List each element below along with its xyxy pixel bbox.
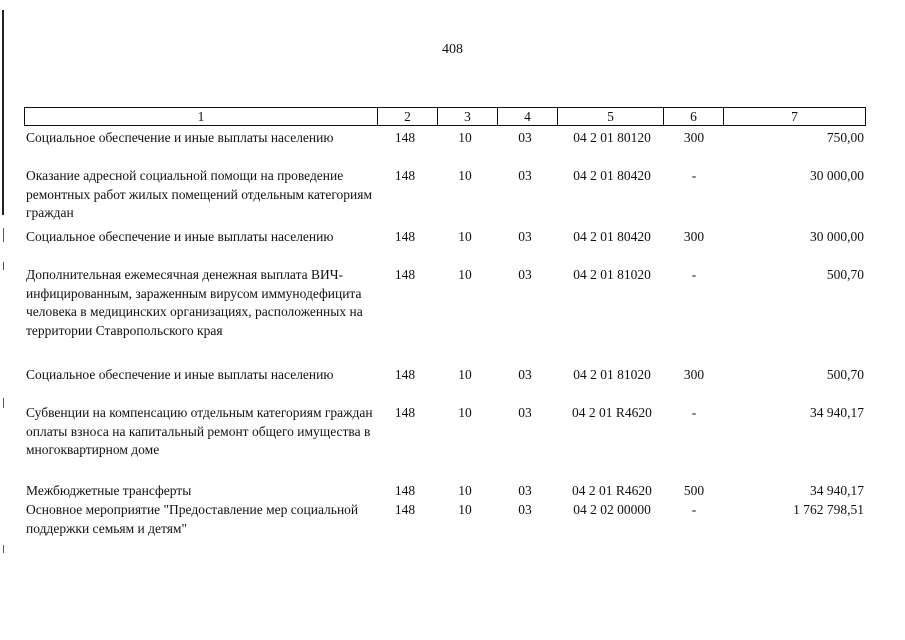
row-sum: 500,70 bbox=[826, 367, 864, 382]
row-csr: 04 2 01 R4620 bbox=[572, 405, 652, 420]
row-vr: - bbox=[691, 267, 697, 282]
binding-tick bbox=[3, 398, 4, 408]
row-csr: 04 2 01 80420 bbox=[573, 229, 651, 244]
row-name: Оказание адресной социальной помощи на проведение ремонтных работ жилых помещений отдельным категориям граждан bbox=[26, 168, 373, 220]
column-header-5: 5 bbox=[557, 108, 663, 125]
row-vr: - bbox=[691, 405, 697, 420]
row-vr: - bbox=[691, 168, 697, 183]
row-ved: 148 bbox=[394, 130, 416, 145]
binding-tick bbox=[3, 228, 4, 242]
row-ved: 148 bbox=[394, 483, 416, 498]
column-header-6: 6 bbox=[663, 108, 723, 125]
row-name: Основное мероприятие "Предоставление мер социальной поддержки семьям и детям" bbox=[26, 502, 359, 536]
row-ved: 148 bbox=[394, 405, 416, 420]
row-sum: 34 940,17 bbox=[810, 483, 864, 498]
row-csr: 04 2 01 81020 bbox=[573, 367, 651, 382]
row-rz: 10 bbox=[458, 502, 472, 517]
row-rz: 10 bbox=[458, 130, 472, 145]
row-csr: 04 2 01 80120 bbox=[573, 130, 651, 145]
row-csr: 04 2 01 81020 bbox=[573, 267, 651, 282]
row-sum: 750,00 bbox=[826, 130, 864, 145]
row-pr: 03 bbox=[518, 130, 532, 145]
row-name: Социальное обеспечение и иные выплаты населению bbox=[26, 229, 334, 244]
row-pr: 03 bbox=[518, 367, 532, 382]
row-ved: 148 bbox=[394, 502, 416, 517]
row-rz: 10 bbox=[458, 483, 472, 498]
column-header-1: 1 bbox=[197, 109, 205, 124]
row-rz: 10 bbox=[458, 267, 472, 282]
row-ved: 148 bbox=[394, 367, 416, 382]
row-csr: 04 2 01 R4620 bbox=[572, 483, 652, 498]
binding-tick bbox=[3, 262, 4, 270]
page-number: 408 bbox=[442, 42, 463, 57]
row-rz: 10 bbox=[458, 405, 472, 420]
column-header-2: 2 bbox=[377, 108, 437, 125]
row-pr: 03 bbox=[518, 168, 532, 183]
row-pr: 03 bbox=[518, 483, 532, 498]
column-header-7: 7 bbox=[723, 108, 865, 125]
row-pr: 03 bbox=[518, 229, 532, 244]
row-name: Дополнительная ежемесячная денежная выплата ВИЧ-инфицированным, зараженным вирусом иммунодефицита человека в медицинских организациях, расположенных на территории Ставропольского края bbox=[26, 267, 363, 338]
row-rz: 10 bbox=[458, 229, 472, 244]
row-sum: 30 000,00 bbox=[810, 229, 864, 244]
column-header-4: 4 bbox=[497, 108, 557, 125]
row-ved: 148 bbox=[394, 229, 416, 244]
row-vr: 300 bbox=[683, 367, 705, 382]
binding-tick bbox=[3, 545, 4, 553]
row-ved: 148 bbox=[394, 168, 416, 183]
row-vr: 500 bbox=[683, 483, 705, 498]
row-name: Социальное обеспечение и иные выплаты населению bbox=[26, 130, 334, 145]
row-name: Социальное обеспечение и иные выплаты населению bbox=[26, 367, 334, 382]
row-vr: 300 bbox=[683, 130, 705, 145]
row-name: Межбюджетные трансферты bbox=[26, 483, 192, 498]
row-vr: - bbox=[691, 502, 697, 517]
row-rz: 10 bbox=[458, 168, 472, 183]
row-sum: 34 940,17 bbox=[810, 405, 864, 420]
binding-line bbox=[2, 10, 4, 215]
row-pr: 03 bbox=[518, 405, 532, 420]
column-header-3: 3 bbox=[437, 108, 497, 125]
row-pr: 03 bbox=[518, 267, 532, 282]
row-sum: 1 762 798,51 bbox=[793, 502, 864, 517]
row-rz: 10 bbox=[458, 367, 472, 382]
row-csr: 04 2 02 00000 bbox=[573, 502, 651, 517]
row-pr: 03 bbox=[518, 502, 532, 517]
row-vr: 300 bbox=[683, 229, 705, 244]
table-header-row bbox=[24, 107, 866, 126]
row-ved: 148 bbox=[394, 267, 416, 282]
row-sum: 30 000,00 bbox=[810, 168, 864, 183]
row-name: Субвенции на компенсацию отдельным категориям граждан оплаты взноса на капитальный ремонт общего имущества в многоквартирном доме bbox=[26, 405, 373, 457]
row-sum: 500,70 bbox=[826, 267, 864, 282]
row-csr: 04 2 01 80420 bbox=[573, 168, 651, 183]
